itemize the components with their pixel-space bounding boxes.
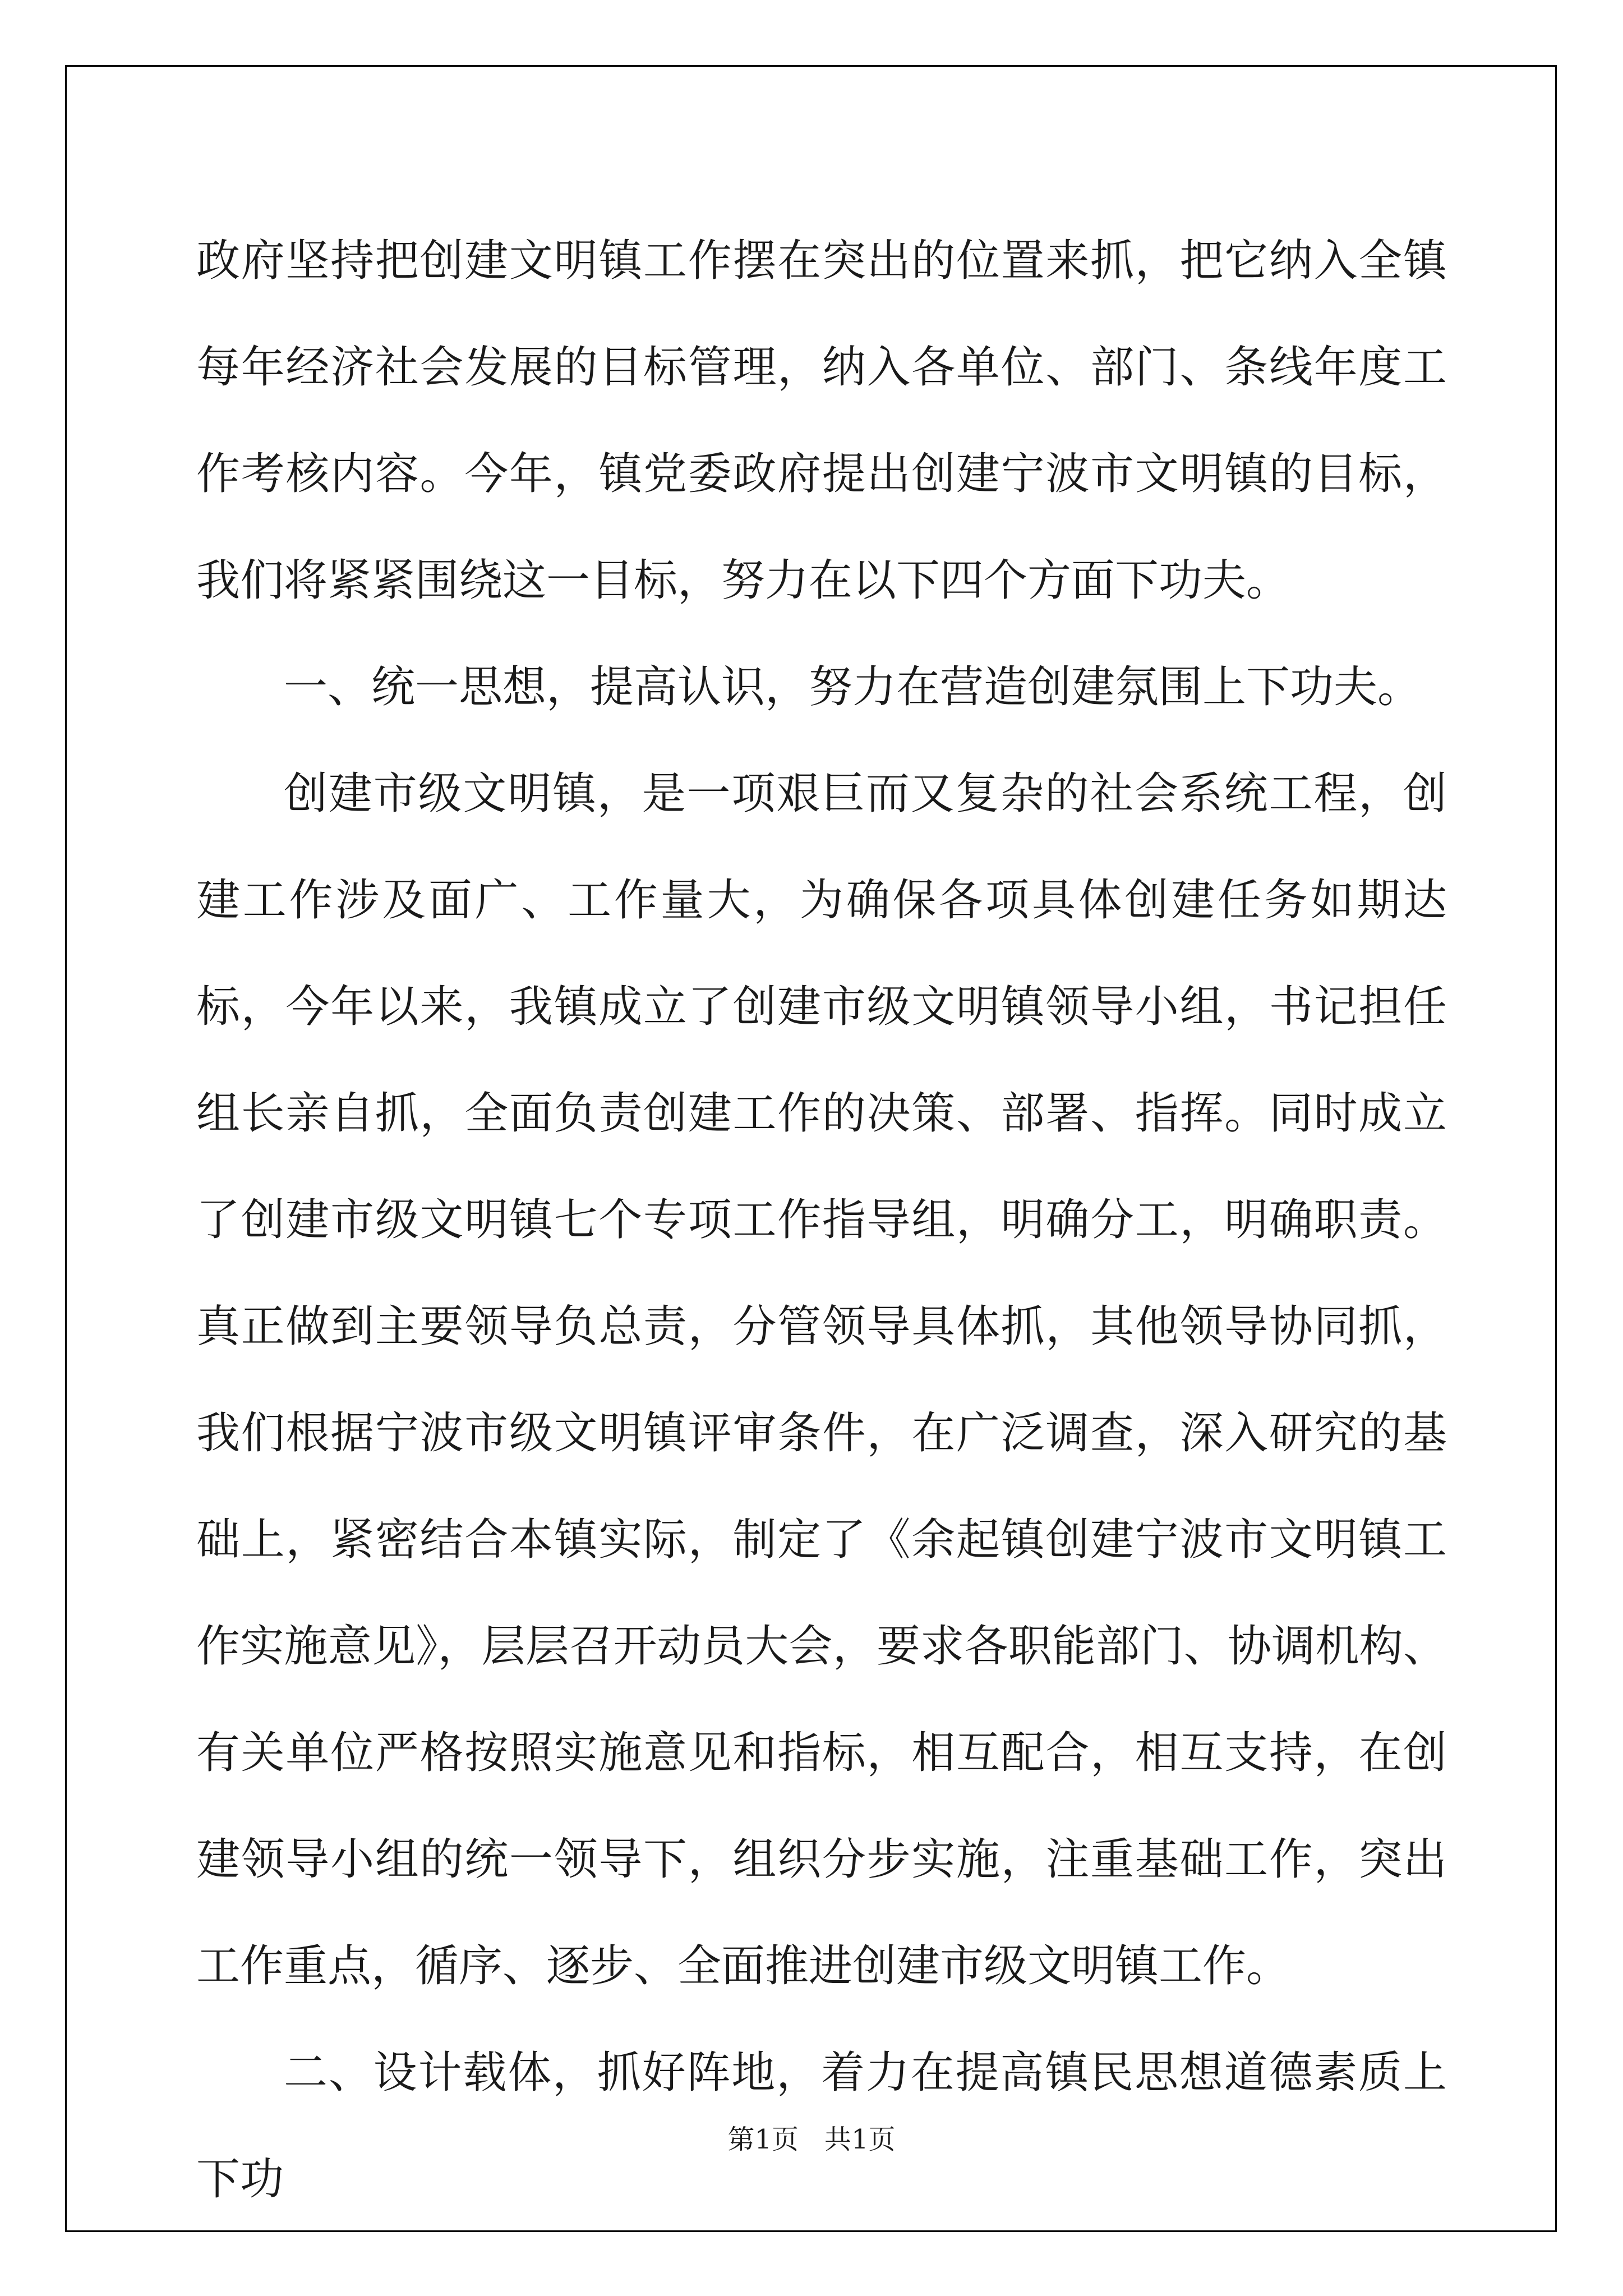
document-body <box>196 208 1447 2233</box>
page-number: 第1页 <box>727 2124 799 2155</box>
paragraph-3: 创建市级文明镇，是一项艰巨而又复杂的社会系统工程，创建工作涉及面广、工作量大，为确保各项具体创建任务如期达标，今年以来，我镇成立了创建市级文明镇领导小组，书记担任组长亲自抓，全面负责创建工作的决策、部署、指挥。同时成立了创建市级文明镇七个专项工作指导组，明确分工，明确职责。真正做到主要领导负总责，分管领导具体抓，其他领导协同抓，我们根据宁波市级文明镇评审条件，在广泛调查，深入研究的基础上，紧密结合本镇实际，制定了《余起镇创建宁波市文明镇工作实施意见》，层层召开动员大会，要求各职能部门、协调机构、有关单位严格按照实施意见和指标，相互配合，相互支持，在创建领导小组的统一领导下，组织分步实施，注重基础工作，突出工作重点，循序、逐步、全面推进创建市级文明镇工作。 <box>196 769 1447 1991</box>
page-footer <box>0 2118 1623 2156</box>
page-total: 共1页 <box>824 2124 896 2155</box>
paragraph-2: 一、统一思想，提高认识，努力在营造创建氛围上下功夫。 <box>284 662 1422 712</box>
paragraph-4: 二、设计载体，抓好阵地，着力在提高镇民思想道德素质上下功 <box>196 2047 1447 2205</box>
paragraph-1: 政府坚持把创建文明镇工作摆在突出的位置来抓，把它纳入全镇每年经济社会发展的目标管理，纳入各单位、部门、条线年度工作考核内容。今年，镇党委政府提出创建宁波市文明镇的目标，我们将紧紧围绕这一目标，努力在以下四个方面下功夫。 <box>196 236 1447 606</box>
